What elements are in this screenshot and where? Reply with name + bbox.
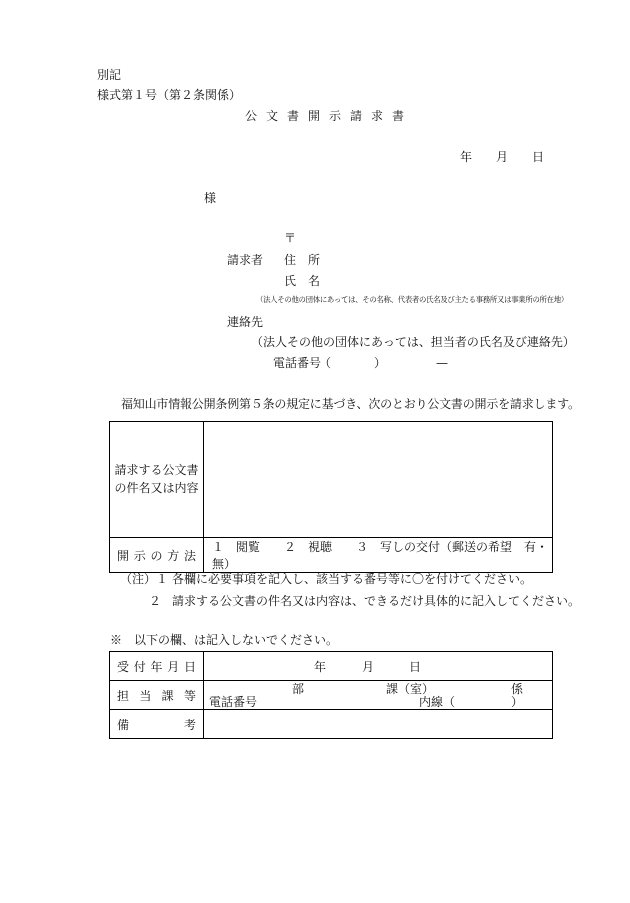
label-char: 日 (183, 659, 196, 674)
extension-label: 内線（ (419, 695, 456, 709)
received-year: 年 (314, 660, 327, 674)
document-title: 公文書開示請求書 (245, 109, 414, 123)
dept-label: 部 (292, 682, 305, 696)
label-char: 課 (161, 688, 174, 703)
remarks-cell[interactable] (204, 710, 553, 739)
contact-label: 連絡先 (227, 315, 264, 329)
label-char: 担 (117, 688, 130, 703)
office-only-notice: ※ 以下の欄、は記入しないでください。 (110, 633, 339, 647)
label-char: 等 (183, 688, 196, 703)
section-cell[interactable] (204, 681, 553, 710)
postal-mark: 〒 (284, 231, 297, 245)
label-char: 示 (133, 548, 146, 563)
date-day: 日 (532, 150, 545, 164)
label-char: 備 (117, 717, 130, 732)
address-label: 住 所 (284, 253, 321, 267)
subject-label-cell (110, 422, 204, 538)
office-phone-label: 電話番号 (209, 695, 258, 709)
label-char: 開 (117, 548, 130, 563)
label-char: 方 (167, 548, 180, 563)
note-1: 各欄に必要事項を記入し、該当する番号等に〇を付けてください。 (172, 572, 533, 586)
remarks-label (110, 716, 203, 733)
received-label-cell (110, 652, 204, 681)
section-label (110, 687, 203, 704)
method-options[interactable]: １ 閲覧 ２ 視聴 ３ 写しの交付（郵送の希望 有・無） (204, 538, 553, 573)
subject-label-line1: 請求する公文書 (114, 463, 199, 478)
date-month: 月 (496, 150, 509, 164)
note-2: 請求する公文書の件名又は内容は、できるだけ具体的に記入してください。 (172, 594, 581, 608)
phone-label: 電話番号 (273, 356, 322, 370)
note-marker: （注）１ (120, 572, 169, 586)
extension-close: ） (511, 695, 524, 709)
subject-input-cell[interactable] (204, 422, 553, 538)
label-char: 法 (183, 548, 196, 563)
note-2-number: ２ (149, 594, 162, 608)
corporate-note: （法人その他の団体にあっては、その名称、代表者の氏名及び主たる事務所又は事業所の所在地） (256, 295, 568, 304)
date-year: 年 (460, 150, 473, 164)
name-label: 氏 名 (284, 274, 321, 288)
form-number: 様式第１号（第２条関係） (97, 88, 242, 102)
remarks-label-cell (110, 710, 204, 739)
label-char: 受 (117, 659, 130, 674)
appendix-label: 別記 (97, 68, 122, 82)
office-table (109, 651, 553, 739)
phone-dash: — (436, 356, 448, 370)
phone-paren-close: ） (374, 356, 387, 370)
section-label-cell (110, 681, 204, 710)
received-label (110, 658, 203, 675)
label-char: の (150, 548, 163, 563)
intro-sentence: 福知山市情報公開条例第５条の規定に基づき、次のとおり公文書の開示を請求します。 (121, 397, 580, 411)
received-month: 月 (362, 660, 375, 674)
requester-label: 請求者 (227, 253, 264, 267)
division-label: 課（室） (386, 682, 435, 696)
label-char: 考 (183, 717, 196, 732)
unit-label: 係 (511, 682, 524, 696)
label-char: 付 (133, 659, 146, 674)
received-day: 日 (409, 660, 422, 674)
method-label-cell (110, 538, 204, 573)
label-char: 年 (150, 659, 163, 674)
method-label (110, 547, 203, 564)
received-date-cell[interactable] (204, 652, 553, 681)
addressee-suffix: 様 (204, 191, 217, 205)
label-char: 月 (167, 659, 180, 674)
contact-note: （法人その他の団体にあっては、担当者の氏名及び連絡先） (251, 335, 575, 349)
phone-paren-open: （ (319, 356, 332, 370)
label-char: 当 (139, 688, 152, 703)
request-table (109, 421, 553, 573)
subject-label-line2: の件名又は内容 (114, 480, 199, 495)
